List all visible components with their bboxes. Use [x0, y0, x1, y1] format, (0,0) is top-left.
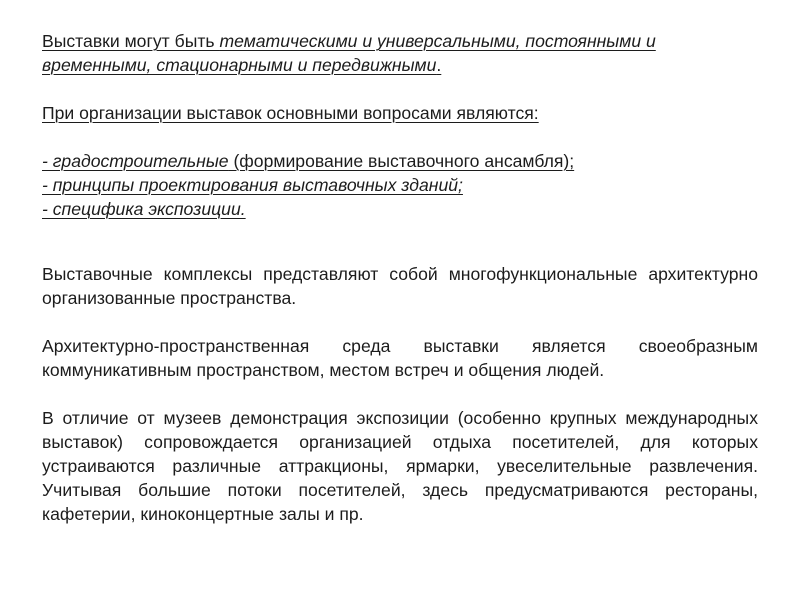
body-paragraph-3: В отличие от музеев демонстрация экспозиции (особенно крупных международных выставок) сопровождается организацией отдыха посетителей, для которых устраиваются различные аттракционы, ярмарки, увеселительные развлечения. Учитывая большие потоки посетителей, здесь предусматриваются рестораны, кафетерии, киноконцертные залы и пр.: [42, 408, 758, 524]
issues-item-1: [42, 149, 772, 173]
issues-heading: При организации выставок основными вопросами являются:: [42, 103, 539, 123]
issues-item-2-text: - принципы проектирования выставочных зданий;: [42, 175, 463, 195]
issues-item-2: [42, 173, 772, 197]
intro-lead: Выставки могут быть: [42, 31, 220, 51]
intro-types-line2: временными, стационарными и передвижными: [42, 55, 437, 75]
issues-item-1-rest: (формирование выставочного ансамбля);: [228, 151, 575, 171]
issues-item-1-italic: - градостроительные: [42, 151, 229, 171]
issues-item-3: [42, 197, 772, 221]
intro-paragraph: [42, 29, 772, 77]
body-paragraph-2: Архитектурно-пространственная среда выставки является своеобразным коммуникативным пространством, местом встреч и общения людей.: [42, 336, 758, 380]
body-paragraph-1: Выставочные комплексы представляют собой многофункциональные архитектурно организованные пространства.: [42, 264, 758, 308]
intro-end: .: [436, 55, 442, 75]
issues-item-3-text: - специфика экспозиции.: [42, 199, 246, 219]
underlined-section: [42, 29, 772, 221]
intro-types-line1: тематическими и универсальными, постоянными и: [219, 31, 656, 51]
body-section: [42, 262, 758, 526]
